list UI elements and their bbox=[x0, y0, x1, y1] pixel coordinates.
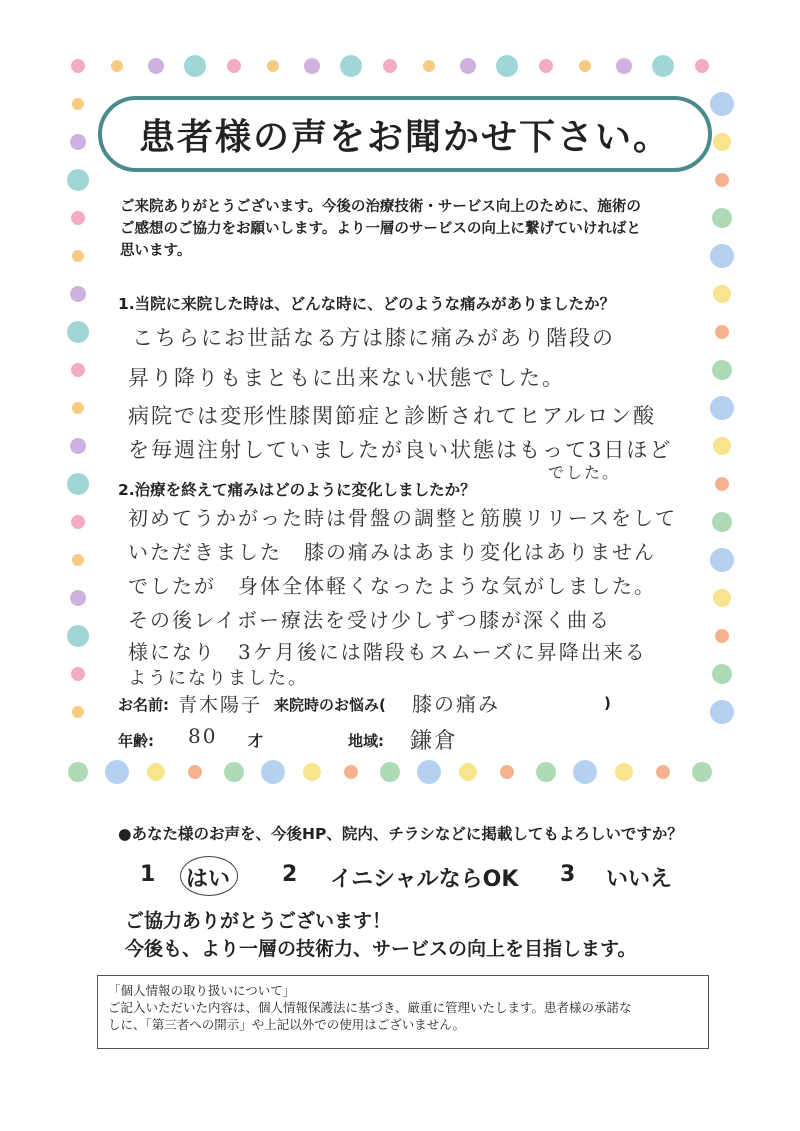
decorative-dot bbox=[713, 437, 731, 455]
decorative-dot bbox=[459, 763, 477, 781]
decorative-dot bbox=[71, 515, 85, 529]
decorative-dot bbox=[72, 250, 84, 262]
decorative-dot bbox=[710, 700, 734, 724]
privacy-notice bbox=[97, 975, 709, 1049]
decorative-dot bbox=[224, 762, 244, 782]
page-title: 患者様の声をお聞かせ下さい。 bbox=[138, 116, 671, 158]
thanks-line-1: ご協力ありがとうございます！ bbox=[125, 910, 392, 932]
intro-line: ご来院ありがとうございます。今後の治療技術・サービス向上のために、施術の bbox=[120, 199, 641, 215]
decorative-dot bbox=[71, 363, 85, 377]
decorative-dot bbox=[710, 396, 734, 420]
decorative-dot bbox=[148, 58, 164, 74]
decorative-dot bbox=[710, 92, 734, 116]
answer-1-line: こちらにお世話なる方は膝に痛みがあり階段の bbox=[132, 326, 615, 350]
option-3-label[interactable]: いいえ bbox=[606, 867, 673, 892]
decorative-dot bbox=[70, 286, 86, 302]
age-label: 年齢: bbox=[118, 732, 154, 750]
option-1-label[interactable]: はい bbox=[186, 867, 231, 892]
name-label: お名前: bbox=[118, 696, 169, 714]
selected-option-circle bbox=[180, 856, 238, 896]
decorative-dot bbox=[715, 173, 729, 187]
privacy-line: ご記入いただいた内容は、個人情報保護法に基づき、厳重に管理いたします。患者様の承諾な bbox=[108, 1000, 632, 1015]
decorative-dot bbox=[715, 477, 729, 491]
decorative-dot bbox=[712, 360, 732, 380]
decorative-dot bbox=[713, 589, 731, 607]
decorative-dot bbox=[417, 760, 441, 784]
decorative-dot bbox=[573, 760, 597, 784]
thanks-line-2: 今後も、より一層の技術力、サービスの向上を目指します。 bbox=[125, 938, 637, 960]
decorative-dot bbox=[188, 765, 202, 779]
decorative-dot bbox=[72, 554, 84, 566]
decorative-dot bbox=[656, 765, 670, 779]
decorative-dot bbox=[227, 59, 241, 73]
decorative-dot bbox=[67, 321, 89, 343]
intro-line: 思います。 bbox=[120, 243, 192, 259]
decorative-dot bbox=[70, 438, 86, 454]
decorative-dot bbox=[712, 512, 732, 532]
concern-label: 来院時のお悩み( bbox=[274, 696, 386, 714]
decorative-dot bbox=[67, 473, 89, 495]
decorative-dot bbox=[72, 706, 84, 718]
decorative-dot bbox=[267, 60, 279, 72]
answer-2-line: ようになりました。 bbox=[128, 668, 308, 689]
intro-line: ご感想のご協力をお願いします。より一層のサービスの向上に繋げていければと bbox=[120, 221, 641, 237]
answer-1-line: でした。 bbox=[548, 463, 621, 482]
intro-text bbox=[120, 196, 700, 262]
concern-value: 膝の痛み bbox=[412, 692, 500, 716]
decorative-dot bbox=[111, 60, 123, 72]
decorative-dot bbox=[380, 762, 400, 782]
decorative-dot bbox=[710, 244, 734, 268]
decorative-dot bbox=[67, 625, 89, 647]
concern-close: ) bbox=[604, 694, 611, 712]
question-1: 1.当院に来院した時は、どんな時に、どのような痛みがありましたか？ bbox=[118, 295, 616, 313]
decorative-dot bbox=[710, 548, 734, 572]
decorative-dot bbox=[715, 629, 729, 643]
answer-1-line: を毎週注射していましたが良い状態はもって3日ほど bbox=[128, 438, 673, 462]
decorative-dot bbox=[500, 765, 514, 779]
consent-question: ●あなた様のお声を、今後HP、院内、チラシなどに掲載してもよろしいですか？ bbox=[118, 825, 683, 843]
decorative-dot bbox=[496, 55, 518, 77]
decorative-dot bbox=[261, 760, 285, 784]
decorative-dot bbox=[652, 55, 674, 77]
decorative-dot bbox=[713, 285, 731, 303]
decorative-dot bbox=[692, 762, 712, 782]
decorative-dot bbox=[713, 133, 731, 151]
privacy-heading: 「個人情報の取り扱いについて」 bbox=[108, 983, 296, 998]
decorative-dot bbox=[105, 760, 129, 784]
title-banner bbox=[98, 96, 712, 172]
option-2-number: 2 bbox=[282, 862, 298, 887]
option-2-label[interactable]: イニシャルならOK bbox=[330, 867, 519, 892]
decorative-dot bbox=[70, 590, 86, 606]
decorative-dot bbox=[579, 60, 591, 72]
answer-1-line: 昇り降りもまともに出来ない状態でした。 bbox=[128, 366, 565, 390]
decorative-dot bbox=[460, 58, 476, 74]
decorative-dot bbox=[184, 55, 206, 77]
age-value: 80 bbox=[188, 724, 218, 748]
decorative-dot bbox=[695, 59, 709, 73]
decorative-dot bbox=[536, 762, 556, 782]
area-label: 地域: bbox=[348, 732, 384, 750]
decorative-dot bbox=[68, 762, 88, 782]
decorative-dot bbox=[303, 763, 321, 781]
decorative-dot bbox=[71, 211, 85, 225]
privacy-line: しに、「第三者への開示」や上記以外での使用はございません。 bbox=[108, 1017, 466, 1032]
answer-2-line: 初めてうかがった時は骨盤の調整と筋膜リリースをして bbox=[128, 506, 677, 530]
answer-1-line: 病院では変形性膝関節症と診断されてヒアルロン酸 bbox=[128, 404, 657, 428]
area-value: 鎌倉 bbox=[410, 729, 459, 754]
decorative-dot bbox=[340, 55, 362, 77]
decorative-dot bbox=[304, 58, 320, 74]
decorative-dot bbox=[67, 169, 89, 191]
decorative-dot bbox=[147, 763, 165, 781]
option-1-number: 1 bbox=[140, 862, 156, 887]
decorative-dot bbox=[71, 667, 85, 681]
decorative-dot bbox=[712, 664, 732, 684]
answer-2-line: その後レイボー療法を受け少しずつ膝が深く曲る bbox=[128, 608, 611, 632]
decorative-dot bbox=[616, 58, 632, 74]
answer-2-line: いただきました 膝の痛みはあまり変化はありません bbox=[128, 540, 656, 564]
decorative-dot bbox=[383, 59, 397, 73]
decorative-dot bbox=[70, 134, 86, 150]
answer-2-line: でしたが 身体全体軽くなったような気がしました。 bbox=[128, 574, 656, 598]
answer-2-line: 様になり 3ケ月後には階段もスムーズに昇降出来る bbox=[128, 640, 647, 664]
decorative-dot bbox=[344, 765, 358, 779]
decorative-dot bbox=[72, 402, 84, 414]
option-3-number: 3 bbox=[560, 862, 576, 887]
decorative-dot bbox=[72, 98, 84, 110]
decorative-dot bbox=[539, 59, 553, 73]
name-value: 青木陽子 bbox=[178, 694, 263, 716]
question-2: 2.治療を終えて痛みはどのように変化しましたか？ bbox=[118, 481, 476, 499]
decorative-dot bbox=[715, 325, 729, 339]
decorative-dot bbox=[423, 60, 435, 72]
decorative-dot bbox=[71, 59, 85, 73]
age-unit: 才 bbox=[248, 732, 264, 750]
decorative-dot bbox=[615, 763, 633, 781]
decorative-dot bbox=[712, 208, 732, 228]
